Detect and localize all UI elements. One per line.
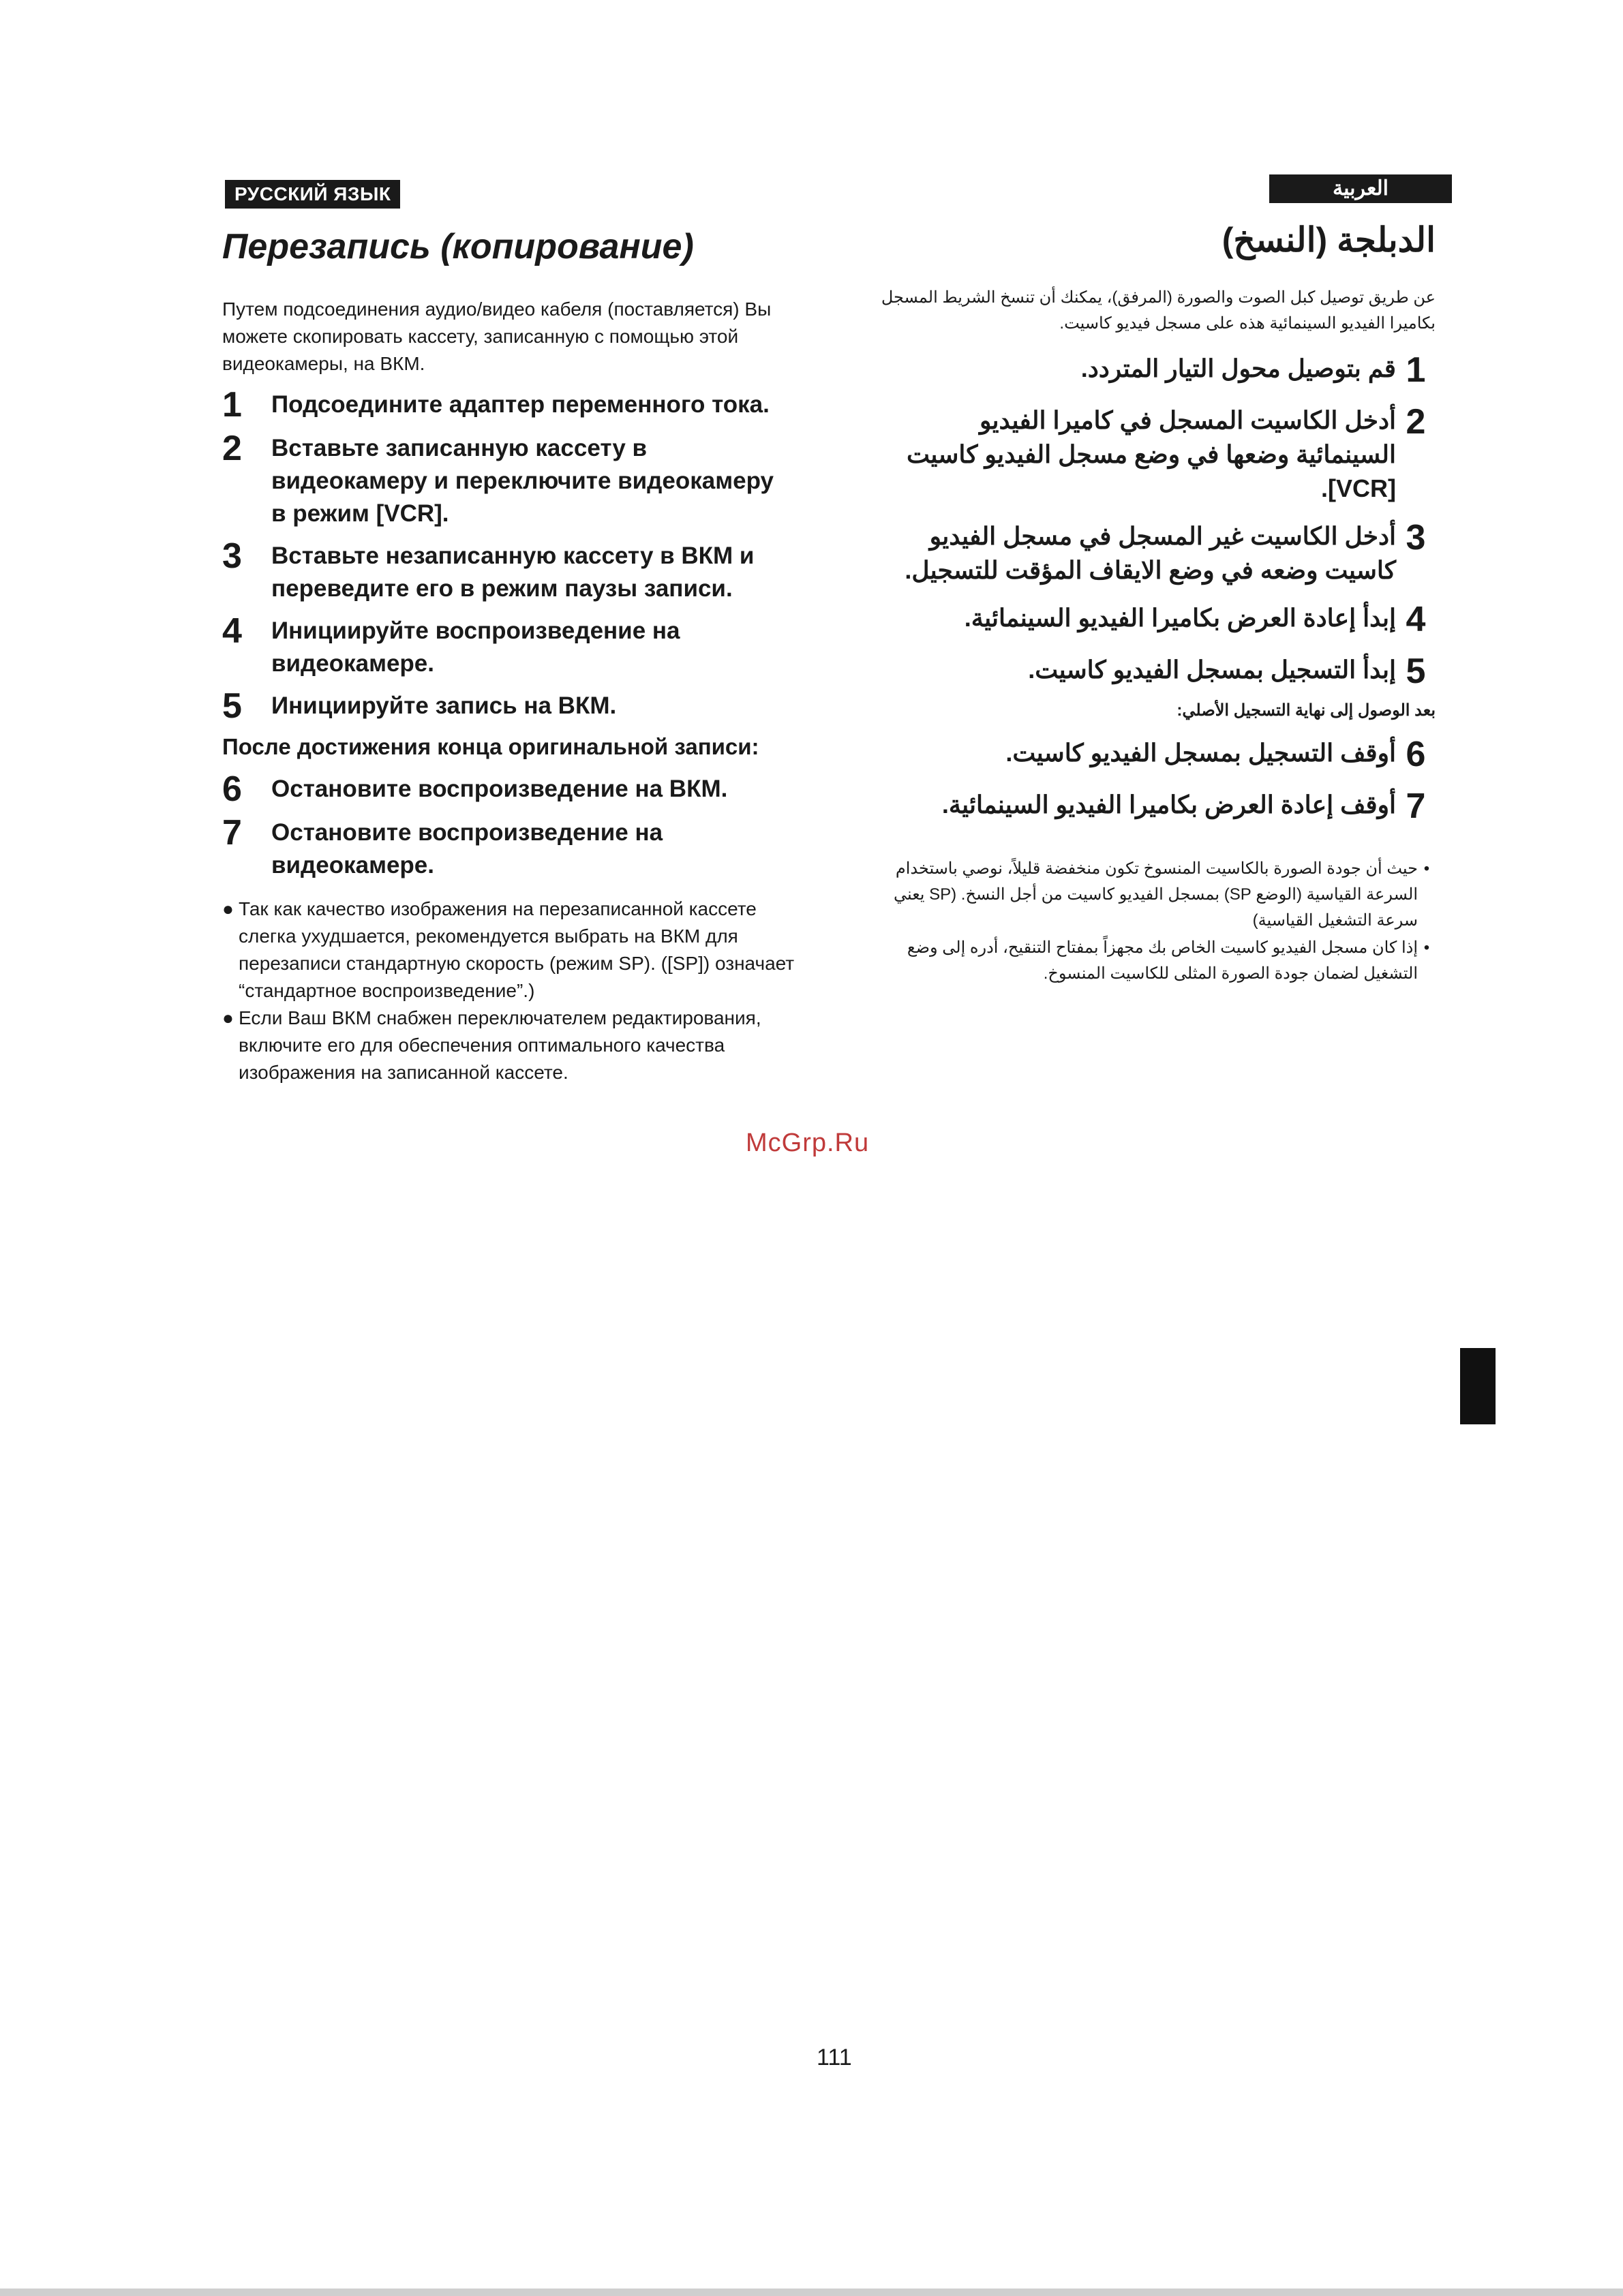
step-7 xyxy=(222,815,795,882)
step-text: أدخل الكاسيت غير المسجل في مسجل الفيديو كاسيت وضعه في وضع الايقاف المؤقت للتسجيل. xyxy=(905,522,1396,584)
step-text: Инициируйте запись на ВКМ. xyxy=(271,692,617,719)
step-number: 7 xyxy=(222,813,242,853)
steps-list-russian xyxy=(222,387,795,724)
steps-after-list-arabic xyxy=(879,735,1436,826)
bottom-border xyxy=(0,2289,1623,2296)
step-text: قم بتوصيل محول التيار المتردد. xyxy=(1080,354,1396,382)
step-number: 5 xyxy=(222,686,242,726)
step-number: 2 xyxy=(1406,402,1426,442)
step-text: Вставьте записанную кассету в видеокамеру и переключите видеокамеру в режим [VCR]. xyxy=(271,435,774,527)
step-text: أوقف التسجيل بمسجل الفيديو كاسيت. xyxy=(1005,739,1396,767)
step-1 xyxy=(222,387,795,423)
note-item xyxy=(222,896,795,1005)
step-4 xyxy=(879,600,1436,639)
language-tag-arabic: العربية xyxy=(1269,174,1452,203)
after-end-heading-arabic: بعد الوصول إلى نهاية التسجيل الأصلي: xyxy=(1177,701,1436,720)
step-5 xyxy=(879,652,1436,691)
language-tag-russian: РУССКИЙ ЯЗЫК xyxy=(225,180,400,209)
step-6 xyxy=(879,735,1436,774)
step-text: Инициируйте воспроизведение на видеокамере. xyxy=(271,617,680,677)
note-text: Так как качество изображения на перезаписанной кассете слегка ухудшается, рекомендуется выбрать на ВКМ для перезаписи стандартную скорость (режим SP). ([SP]) означает “стандартное воспроизведение”.) xyxy=(239,898,795,1001)
note-text: Если Ваш ВКМ снабжен переключателем редактирования, включите его для обеспечения оптимального качества изображения на записанной кассете. xyxy=(239,1007,761,1083)
section-tab-marker xyxy=(1460,1348,1496,1424)
page-title-arabic: الدبلجة (النسخ) xyxy=(1222,221,1436,259)
note-item xyxy=(879,856,1436,934)
step-7 xyxy=(879,786,1436,826)
step-text: إبدأ التسجيل بمسجل الفيديو كاسيت. xyxy=(1028,656,1396,684)
after-end-heading-russian: После достижения конца оригинальной записи: xyxy=(222,734,759,759)
step-1 xyxy=(879,350,1436,390)
steps-after-list-russian xyxy=(222,771,795,882)
page-title-russian: Перезапись (копирование) xyxy=(222,227,694,266)
notes-russian xyxy=(222,896,795,1086)
step-text: Вставьте незаписанную кассету в ВКМ и переведите его в режим паузы записи. xyxy=(271,542,755,602)
step-number: 2 xyxy=(222,429,242,468)
note-text: حيث أن جودة الصورة بالكاسيت المنسوخ تكون منخفضة قليلاً، نوصي باستخدام السرعة القياسية (الوضع SP) بمسجل الفيديو كاسيت من أجل النسخ. (SP يعني سرعة التشغيل القياسية) xyxy=(893,859,1418,930)
note-item xyxy=(222,1005,795,1086)
step-text: إبدأ إعادة العرض بكاميرا الفيديو السينمائية. xyxy=(964,604,1396,632)
step-3 xyxy=(879,518,1436,587)
notes-arabic xyxy=(879,856,1436,987)
step-number: 4 xyxy=(222,611,242,651)
bullet-icon: ● xyxy=(222,898,234,919)
step-2 xyxy=(879,402,1436,506)
intro-paragraph-russian: Путем подсоединения аудио/видео кабеля (поставляется) Вы можете скопировать кассету, записанную с помощью этой видеокамеры, на ВКМ. xyxy=(222,299,772,374)
step-text: Остановите воспроизведение на ВКМ. xyxy=(271,776,728,802)
step-number: 4 xyxy=(1406,600,1426,639)
watermark-text: McGrp.Ru xyxy=(746,1129,870,1157)
step-4 xyxy=(222,613,795,680)
step-number: 5 xyxy=(1406,652,1426,691)
step-2 xyxy=(222,431,795,530)
russian-column xyxy=(222,225,795,1086)
step-text: أدخل الكاسيت المسجل في كاميرا الفيديو السينمائية وضعها في وضع مسجل الفيديو كاسيت [VCR]. xyxy=(907,406,1396,502)
note-text: إذا كان مسجل الفيديو كاسيت الخاص بك مجهزاً بمفتاح التنقيح، أدره إلى وضع التشغيل لضمان جودة الصورة المثلى للكاسيت المنسوخ. xyxy=(907,938,1418,983)
step-text: Остановите воспроизведение на видеокамере. xyxy=(271,819,663,878)
step-text: Подсоедините адаптер переменного тока. xyxy=(271,391,770,418)
bullet-icon: ● xyxy=(222,1007,234,1028)
step-number: 3 xyxy=(1406,518,1426,557)
step-number: 7 xyxy=(1406,786,1426,826)
step-text: أوقف إعادة العرض بكاميرا الفيديو السينمائية. xyxy=(941,791,1396,818)
step-5 xyxy=(222,688,795,724)
step-number: 6 xyxy=(222,769,242,809)
arabic-column xyxy=(879,218,1436,988)
step-number: 3 xyxy=(222,536,242,576)
intro-paragraph-arabic: عن طريق توصيل كبل الصوت والصورة (المرفق)، يمكنك أن تنسخ الشريط المسجل بكاميرا الفيديو السينمائية هذه على مسجل فيديو كاسيت. xyxy=(881,288,1436,333)
bullet-icon: • xyxy=(1423,859,1430,878)
step-3 xyxy=(222,538,795,605)
steps-list-arabic xyxy=(879,350,1436,691)
note-item xyxy=(879,935,1436,987)
step-6 xyxy=(222,771,795,807)
step-number: 6 xyxy=(1406,735,1426,774)
step-number: 1 xyxy=(1406,350,1426,390)
step-number: 1 xyxy=(222,385,242,425)
page-number: 111 xyxy=(817,2045,852,2070)
bullet-icon: • xyxy=(1423,938,1430,957)
